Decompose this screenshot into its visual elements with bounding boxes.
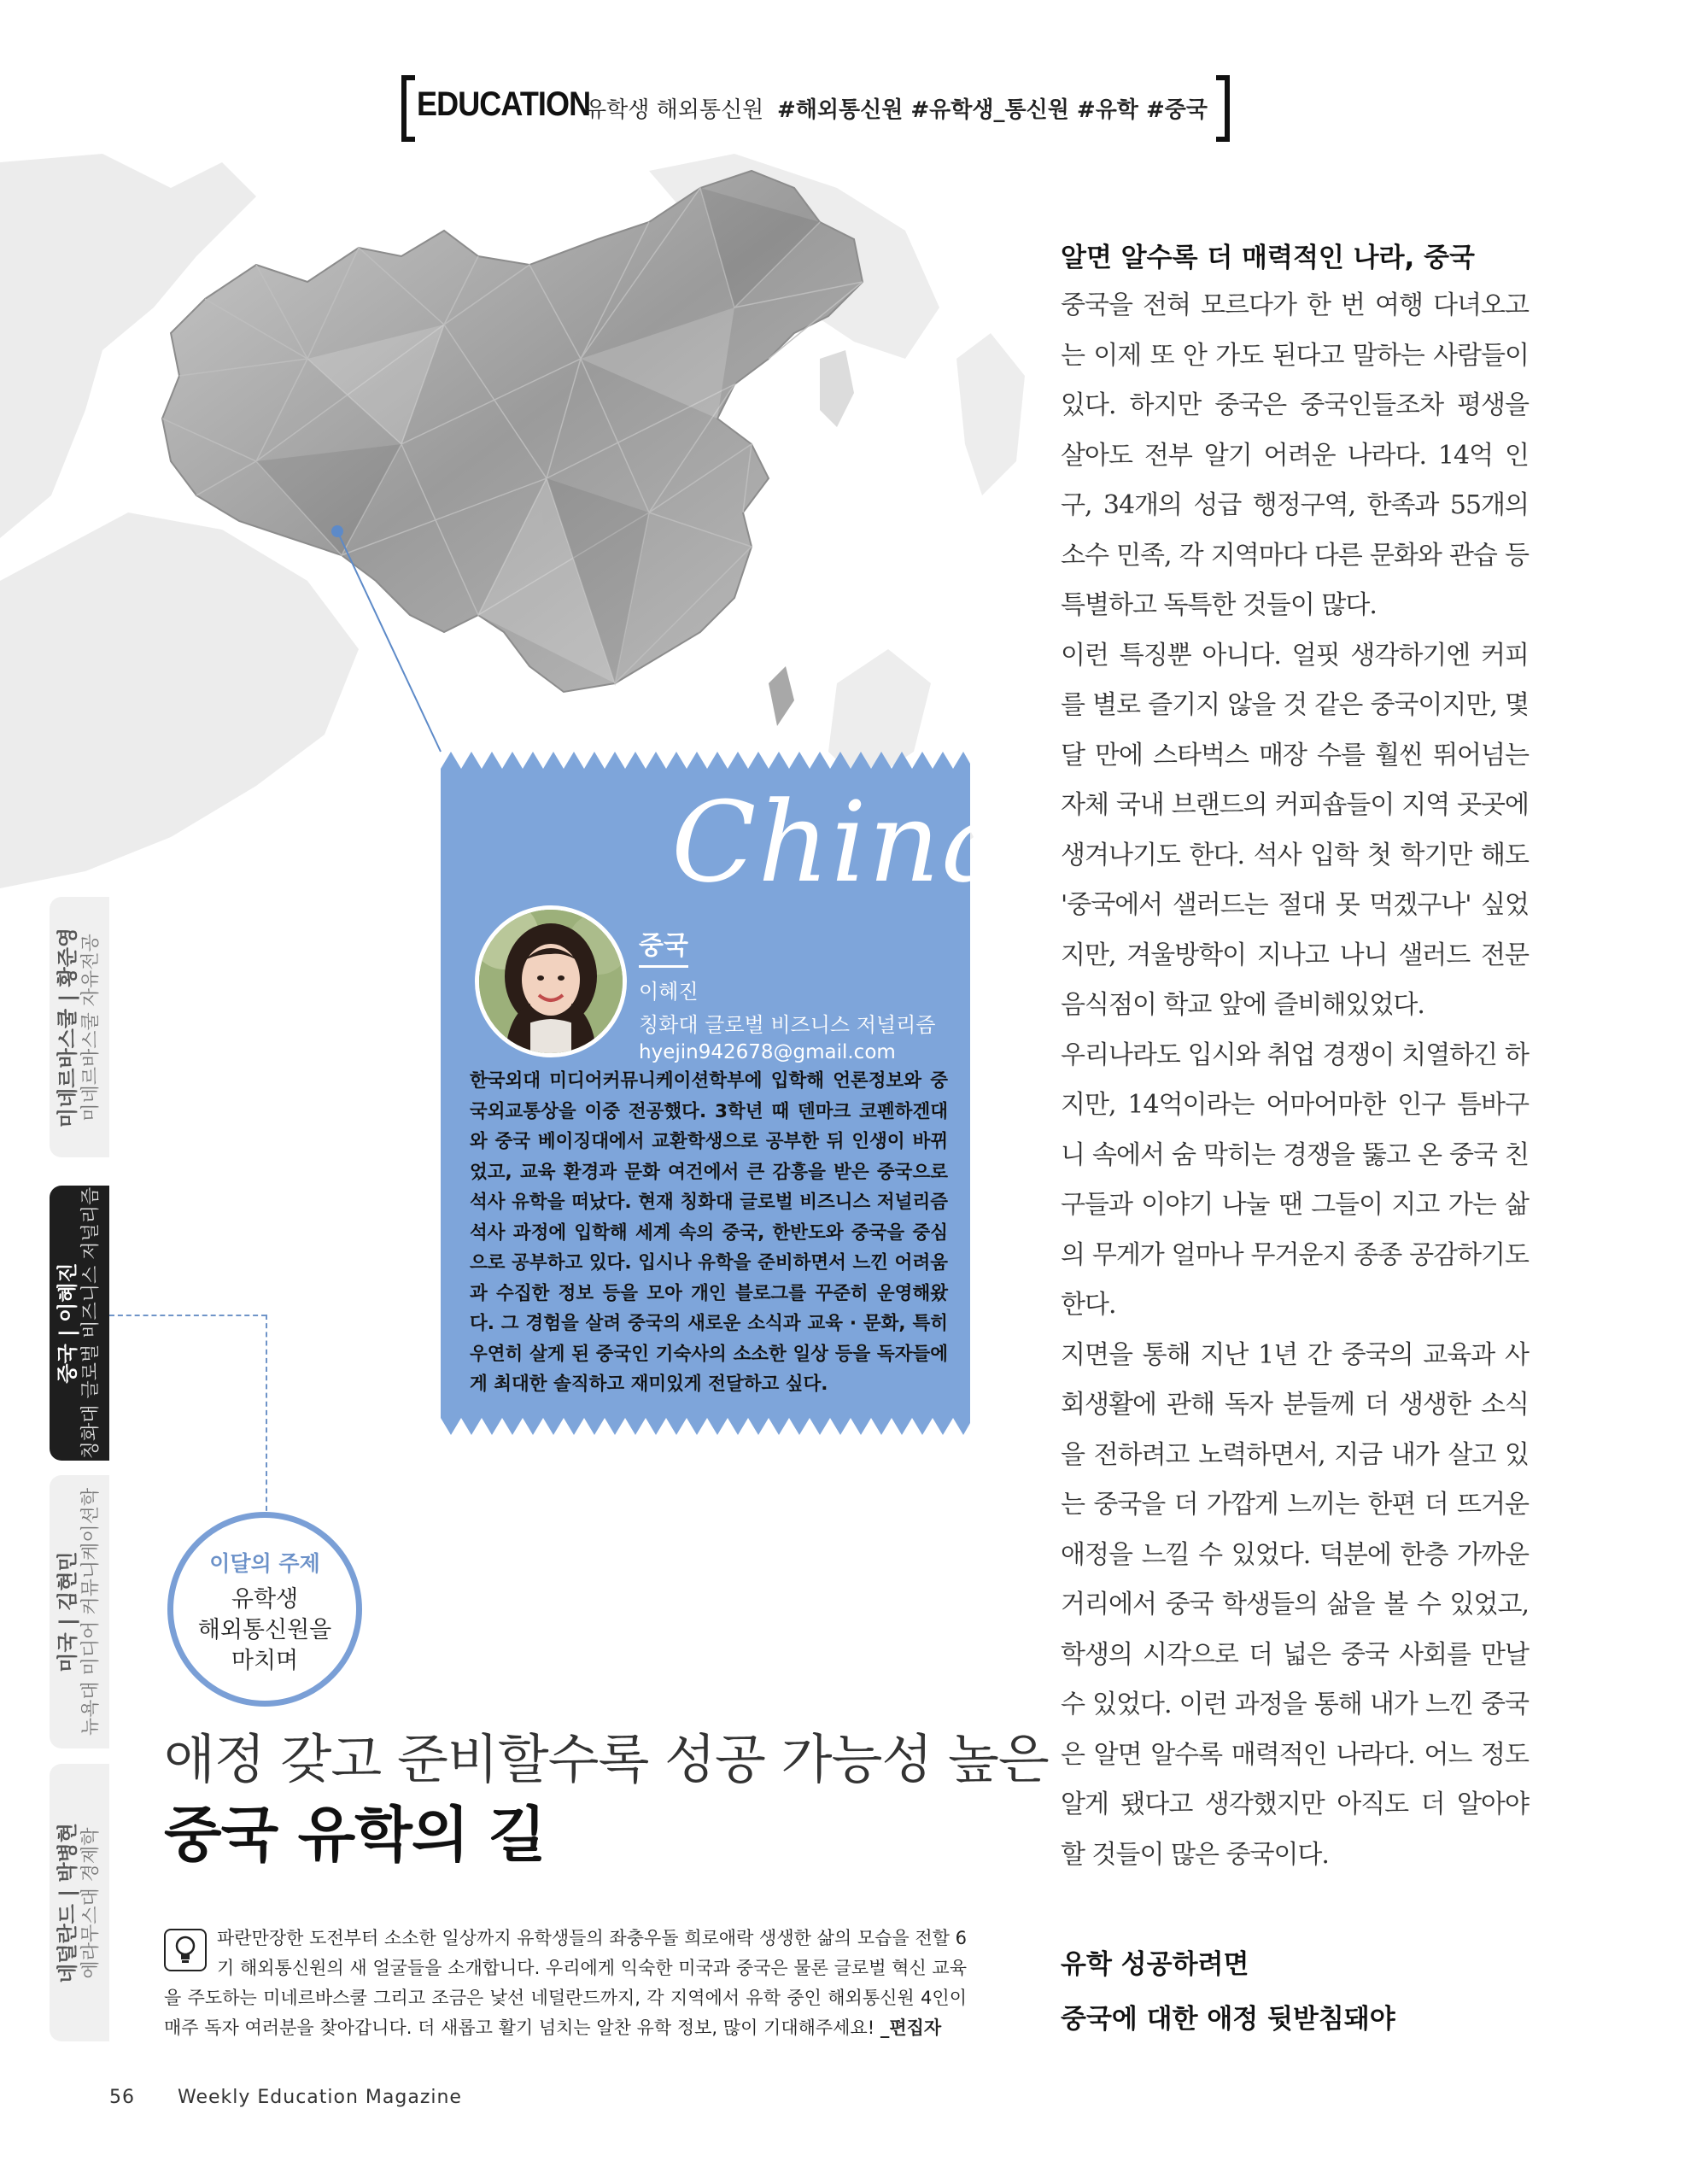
article-paragraph: 우리나라도 입시와 취업 경쟁이 치열하긴 하지만, 14억이라는 어마어마한 인구 틈바구니 속에서 숨 막히는 경쟁을 뚫고 온 중국 친구들과 이야기 나눌 땐 그들이 지고 가는 삶의 무게가 얼마나 무거운지 종종 공감하기도 한다. xyxy=(1061,1040,1529,1320)
article-subheading-2 xyxy=(1061,1937,1395,2047)
side-tab-subtitle: 에라무스대 경제학 xyxy=(80,1826,102,1979)
editor-note-text: 파란만장한 도전부터 소소한 일상까지 유학생들의 좌충우돌 희로애락 생생한 삶의 모습을 전할 6기 해외통신원의 새 얼굴들을 소개합니다. 우리에게 익숙한 미국과 중국은 물론 글로벌 혁신 교육을 주도하는 미네르바스쿨 그리고 조금은 낯선 네덜란드까지, 각 지역에서 유학 중인 해외통신원 4인이 매주 독자 여러분을 찾아갑니다. 더 새롭고 활기 넘치는 알찬 유학 정보, 많이 기대해주세요! xyxy=(164,1928,967,2038)
subheading-line: 중국에 대한 애정 뒷받침돼야 xyxy=(1061,2004,1395,2035)
article-title-line1: 애정 갖고 준비할수록 성공 가능성 높은 xyxy=(164,1728,1049,1790)
side-tab-title: 미네르바스쿨 | 황준영 xyxy=(56,927,79,1127)
country-word: China xyxy=(671,777,1010,907)
topic-label: 이달의 주제 xyxy=(209,1551,320,1576)
subheading-line: 유학 성공하려면 xyxy=(1061,1949,1249,1980)
right-bracket xyxy=(1216,75,1230,142)
section-label: EDUCATION xyxy=(417,85,591,123)
side-tab-netherlands[interactable] xyxy=(50,1764,109,2041)
left-bracket xyxy=(401,75,415,142)
correspondent-email[interactable]: hyejin942678@gmail.com xyxy=(639,1041,896,1063)
article-paragraph: 중국을 전혀 모르다가 한 번 여행 다녀오고는 이제 또 안 가도 된다고 말하는 사람들이 있다. 하지만 중국은 중국인들조차 평생을 살아도 전부 알기 어려운 나라다. 14억 인구, 34개의 성급 행정구역, 한족과 55개의 소수 민족, 각 지역마다 다른 문화와 관습 등 특별하고 독특한 것들이 많다. xyxy=(1061,290,1529,620)
article-paragraph: 이런 특징뿐 아니다. 얼핏 생각하기엔 커피를 별로 즐기지 않을 것 같은 중국이지만, 몇 달 만에 스타벅스 매장 수를 훨씬 뛰어넘는 자체 국내 브랜드의 커피숍들이 지역 곳곳에 생겨나기도 한다. 석사 입학 첫 학기만 해도 '중국에서 샐러드는 절대 못 먹겠구나' 싶었지만, 겨울방학이 지나고 나니 샐러드 전문 음식점이 학교 앞에 즐비해있었다. xyxy=(1061,640,1529,1020)
correspondent-bio: 한국외대 미디어커뮤니케이션학부에 입학해 언론정보와 중국외교통상을 이중 전공했다. 3학년 때 덴마크 코펜하겐대와 중국 베이징대에서 교환학생으로 공부한 뒤 인생이 바뀌었고, 교육 환경과 문화 여건에서 큰 감흥을 받은 중국으로 석사 유학을 떠났다. 현재 칭화대 글로벌 비즈니스 저널리즘 석사 과정에 입학해 세계 속의 중국, 한반도와 중국을 중심으로 공부하고 있다. 입시나 유학을 준비하면서 느낀 어려움과 수집한 정보 등을 모아 개인 블로그를 꾸준히 운영해왔다. 그 경험을 살려 중국의 새로운 소식과 교육 · 문화, 특히 우연히 살게 된 중국인 기숙사의 소소한 일상 등을 독자들에게 최대한 솔직하고 재미있게 전달하고 싶다. xyxy=(470,1070,948,1395)
article-title-line2: 중국 유학의 길 xyxy=(164,1800,546,1870)
hashtags: #해외통신원 #유학생_통신원 #유학 #중국 xyxy=(776,97,1208,123)
side-tab-title: 미국 | 김현민 xyxy=(56,1551,79,1672)
page-number: 56 xyxy=(109,2087,135,2108)
connector-line xyxy=(109,1315,266,1316)
profile-info xyxy=(639,924,935,1063)
subsection-label: 유학생 해외통신원 xyxy=(585,97,764,123)
editor-note xyxy=(164,1924,967,2043)
article-paragraph: 지면을 통해 지난 1년 간 중국의 교육과 사회생활에 관해 독자 분들께 더 생생한 소식을 전하려고 노력하면서, 지금 내가 살고 있는 중국을 더 가깝게 느끼는 한편 더 뜨거운 애정을 느낄 수 있었다. 덕분에 한층 가까운 거리에서 중국 학생들의 삶을 볼 수 있었고, 학생의 시각으로 더 넓은 중국 사회를 만날 수 있었다. 이런 과정을 통해 내가 느낀 중국은 알면 알수록 매력적인 나라다. 어느 정도 알게 됐다고 생각했지만 아직도 더 알아야 할 것들이 많은 중국이다. xyxy=(1061,1339,1529,1870)
topic-line: 유학생 xyxy=(231,1586,299,1613)
magazine-name: Weekly Education Magazine xyxy=(178,2087,462,2108)
avatar xyxy=(475,905,627,1057)
connector-line xyxy=(266,1315,267,1520)
page-footer xyxy=(109,2087,462,2108)
correspondent-affiliation: 칭화대 글로벌 비즈니스 저널리즘 xyxy=(639,1013,936,1037)
monthly-topic-badge xyxy=(167,1512,362,1707)
side-tab-minerva[interactable] xyxy=(50,897,109,1157)
article-subheading: 알면 알수록 더 매력적인 나라, 중국 xyxy=(1061,243,1475,273)
article-body xyxy=(1061,236,1529,1880)
side-tab-china[interactable] xyxy=(50,1186,109,1461)
side-tab-title: 네덜란드 | 박병현 xyxy=(56,1822,79,1983)
side-tab-title: 중국 | 이혜진 xyxy=(56,1262,79,1384)
side-tab-subtitle: 미네르바스쿨 자유전공 xyxy=(80,933,102,1122)
topic-line: 마치며 xyxy=(231,1648,299,1674)
side-tab-usa[interactable] xyxy=(50,1475,109,1748)
lightbulb-icon xyxy=(164,1929,207,1971)
country-label: 중국 xyxy=(639,924,688,968)
correspondent-name: 이혜진 xyxy=(639,980,699,1004)
editor-signature: _편집자 xyxy=(880,2018,942,2038)
correspondent-profile-box xyxy=(441,752,1010,1435)
section-header xyxy=(401,75,1230,142)
side-tab-subtitle: 뉴욕대 미디어 커뮤니케이션학 xyxy=(80,1487,102,1737)
side-tab-subtitle: 칭화대 글로벌 비즈니스 저널리즘 xyxy=(80,1186,102,1460)
topic-line: 해외통신원을 xyxy=(197,1617,332,1643)
